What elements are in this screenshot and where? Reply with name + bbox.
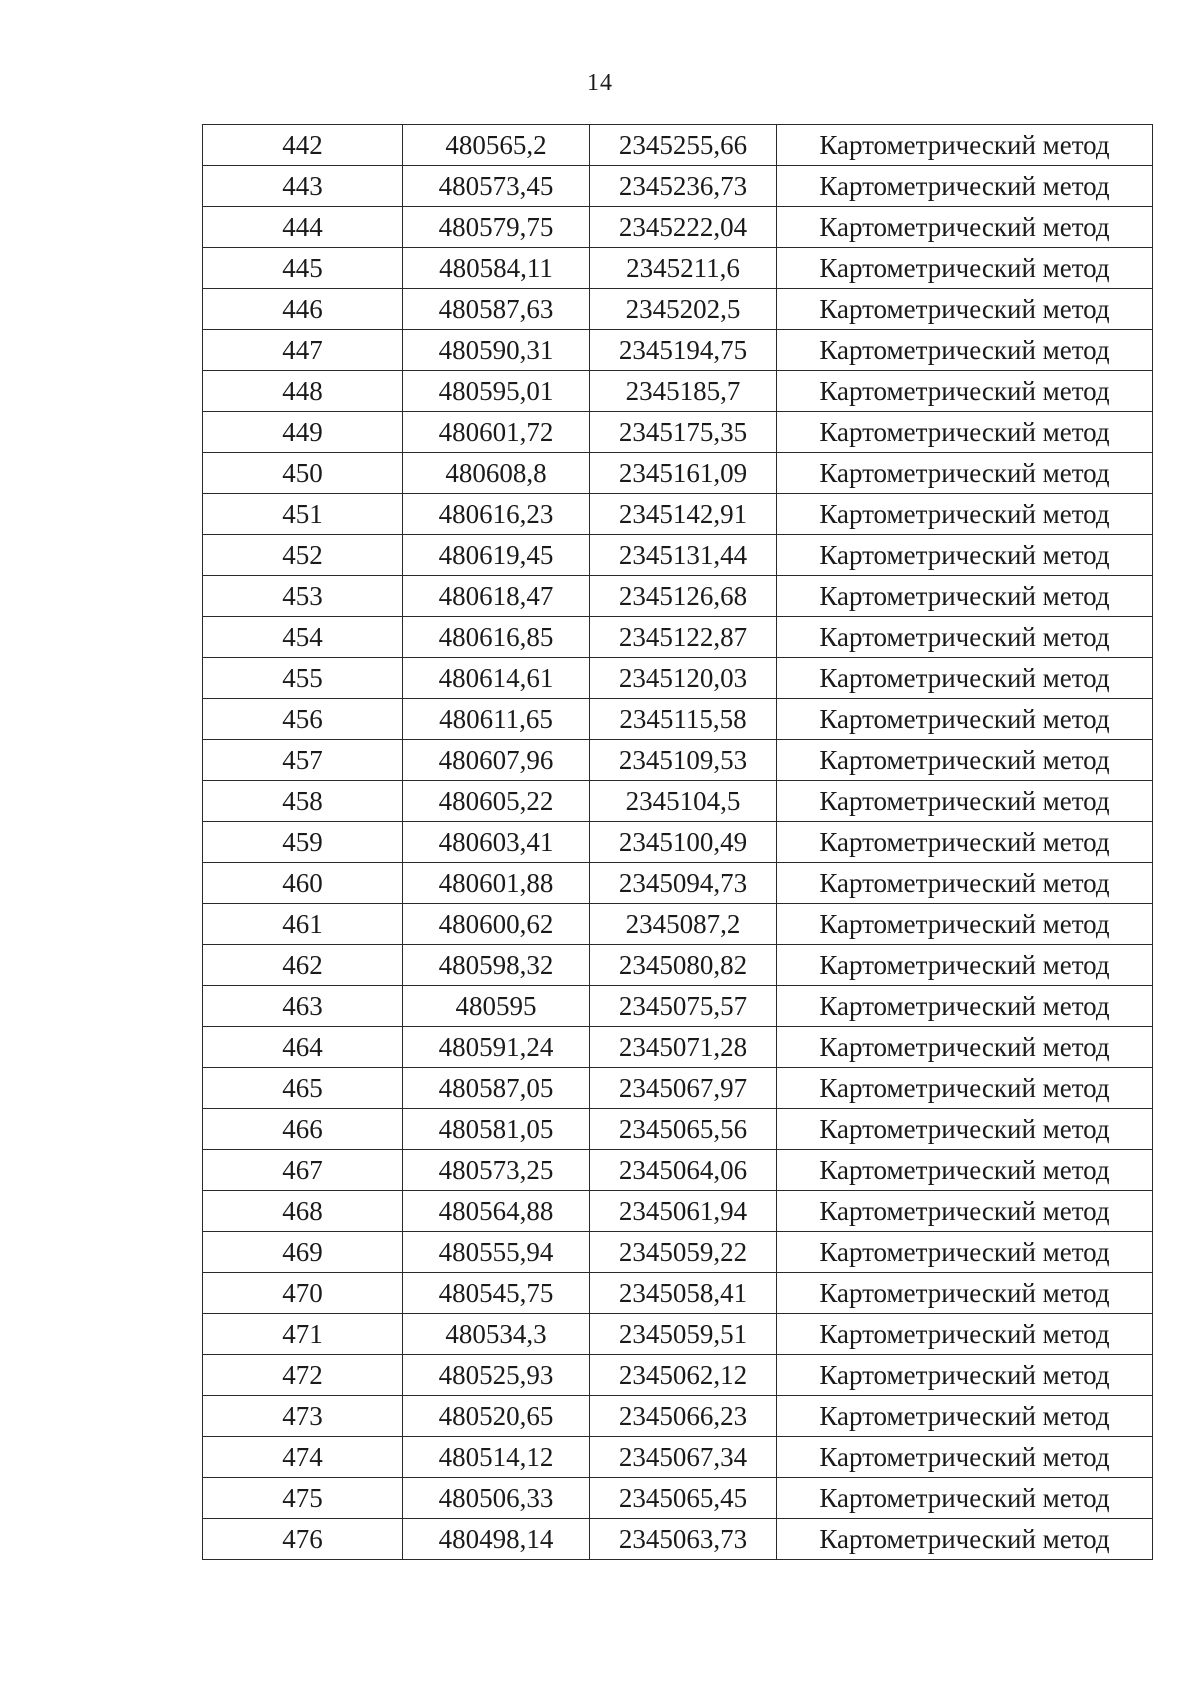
- method-cell: Картометрический метод: [777, 330, 1153, 371]
- method-cell: Картометрический метод: [777, 576, 1153, 617]
- table-row: [203, 166, 1153, 207]
- point-number-cell: 447: [203, 330, 403, 371]
- x-coordinate-cell: 480595,01: [403, 371, 590, 412]
- method-cell: Картометрический метод: [777, 740, 1153, 781]
- x-coordinate-cell: 480601,72: [403, 412, 590, 453]
- x-coordinate-cell: 480573,45: [403, 166, 590, 207]
- table-row: [203, 1109, 1153, 1150]
- point-number-cell: 458: [203, 781, 403, 822]
- x-coordinate-cell: 480573,25: [403, 1150, 590, 1191]
- point-number-cell: 451: [203, 494, 403, 535]
- point-number-cell: 474: [203, 1437, 403, 1478]
- point-number-cell: 453: [203, 576, 403, 617]
- method-cell: Картометрический метод: [777, 289, 1153, 330]
- y-coordinate-cell: 2345100,49: [590, 822, 777, 863]
- point-number-cell: 469: [203, 1232, 403, 1273]
- x-coordinate-cell: 480587,63: [403, 289, 590, 330]
- y-coordinate-cell: 2345063,73: [590, 1519, 777, 1560]
- method-cell: Картометрический метод: [777, 904, 1153, 945]
- coordinates-table-body: [203, 125, 1153, 1560]
- x-coordinate-cell: 480579,75: [403, 207, 590, 248]
- table-row: [203, 125, 1153, 166]
- x-coordinate-cell: 480584,11: [403, 248, 590, 289]
- point-number-cell: 467: [203, 1150, 403, 1191]
- point-number-cell: 443: [203, 166, 403, 207]
- method-cell: Картометрический метод: [777, 1478, 1153, 1519]
- y-coordinate-cell: 2345066,23: [590, 1396, 777, 1437]
- x-coordinate-cell: 480616,23: [403, 494, 590, 535]
- method-cell: Картометрический метод: [777, 1519, 1153, 1560]
- x-coordinate-cell: 480595: [403, 986, 590, 1027]
- x-coordinate-cell: 480587,05: [403, 1068, 590, 1109]
- table-row: [203, 1232, 1153, 1273]
- table-row: [203, 822, 1153, 863]
- point-number-cell: 476: [203, 1519, 403, 1560]
- y-coordinate-cell: 2345064,06: [590, 1150, 777, 1191]
- table-row: [203, 289, 1153, 330]
- method-cell: Картометрический метод: [777, 1355, 1153, 1396]
- point-number-cell: 472: [203, 1355, 403, 1396]
- y-coordinate-cell: 2345161,09: [590, 453, 777, 494]
- method-cell: Картометрический метод: [777, 494, 1153, 535]
- table-row: [203, 986, 1153, 1027]
- table-row: [203, 412, 1153, 453]
- method-cell: Картометрический метод: [777, 166, 1153, 207]
- table-row: [203, 371, 1153, 412]
- method-cell: Картометрический метод: [777, 1273, 1153, 1314]
- y-coordinate-cell: 2345175,35: [590, 412, 777, 453]
- method-cell: Картометрический метод: [777, 412, 1153, 453]
- point-number-cell: 460: [203, 863, 403, 904]
- y-coordinate-cell: 2345126,68: [590, 576, 777, 617]
- y-coordinate-cell: 2345087,2: [590, 904, 777, 945]
- y-coordinate-cell: 2345109,53: [590, 740, 777, 781]
- method-cell: Картометрический метод: [777, 248, 1153, 289]
- table-row: [203, 576, 1153, 617]
- y-coordinate-cell: 2345120,03: [590, 658, 777, 699]
- y-coordinate-cell: 2345094,73: [590, 863, 777, 904]
- table-row: [203, 617, 1153, 658]
- point-number-cell: 450: [203, 453, 403, 494]
- point-number-cell: 473: [203, 1396, 403, 1437]
- x-coordinate-cell: 480591,24: [403, 1027, 590, 1068]
- table-row: [203, 658, 1153, 699]
- y-coordinate-cell: 2345067,97: [590, 1068, 777, 1109]
- method-cell: Картометрический метод: [777, 986, 1153, 1027]
- point-number-cell: 468: [203, 1191, 403, 1232]
- x-coordinate-cell: 480555,94: [403, 1232, 590, 1273]
- method-cell: Картометрический метод: [777, 617, 1153, 658]
- x-coordinate-cell: 480506,33: [403, 1478, 590, 1519]
- table-row: [203, 1150, 1153, 1191]
- x-coordinate-cell: 480619,45: [403, 535, 590, 576]
- y-coordinate-cell: 2345202,5: [590, 289, 777, 330]
- method-cell: Картометрический метод: [777, 535, 1153, 576]
- y-coordinate-cell: 2345255,66: [590, 125, 777, 166]
- x-coordinate-cell: 480608,8: [403, 453, 590, 494]
- method-cell: Картометрический метод: [777, 125, 1153, 166]
- method-cell: Картометрический метод: [777, 1437, 1153, 1478]
- table-row: [203, 535, 1153, 576]
- method-cell: Картометрический метод: [777, 1191, 1153, 1232]
- point-number-cell: 444: [203, 207, 403, 248]
- y-coordinate-cell: 2345185,7: [590, 371, 777, 412]
- method-cell: Картометрический метод: [777, 781, 1153, 822]
- y-coordinate-cell: 2345059,51: [590, 1314, 777, 1355]
- y-coordinate-cell: 2345058,41: [590, 1273, 777, 1314]
- x-coordinate-cell: 480564,88: [403, 1191, 590, 1232]
- y-coordinate-cell: 2345065,56: [590, 1109, 777, 1150]
- table-row: [203, 1273, 1153, 1314]
- table-row: [203, 494, 1153, 535]
- table-row: [203, 904, 1153, 945]
- y-coordinate-cell: 2345059,22: [590, 1232, 777, 1273]
- y-coordinate-cell: 2345194,75: [590, 330, 777, 371]
- y-coordinate-cell: 2345067,34: [590, 1437, 777, 1478]
- table-row: [203, 863, 1153, 904]
- method-cell: Картометрический метод: [777, 1150, 1153, 1191]
- y-coordinate-cell: 2345080,82: [590, 945, 777, 986]
- y-coordinate-cell: 2345142,91: [590, 494, 777, 535]
- point-number-cell: 456: [203, 699, 403, 740]
- x-coordinate-cell: 480498,14: [403, 1519, 590, 1560]
- table-row: [203, 740, 1153, 781]
- method-cell: Картометрический метод: [777, 658, 1153, 699]
- x-coordinate-cell: 480614,61: [403, 658, 590, 699]
- method-cell: Картометрический метод: [777, 371, 1153, 412]
- method-cell: Картометрический метод: [777, 1109, 1153, 1150]
- point-number-cell: 461: [203, 904, 403, 945]
- coordinates-table: [202, 124, 1153, 1560]
- method-cell: Картометрический метод: [777, 863, 1153, 904]
- y-coordinate-cell: 2345061,94: [590, 1191, 777, 1232]
- point-number-cell: 475: [203, 1478, 403, 1519]
- x-coordinate-cell: 480601,88: [403, 863, 590, 904]
- table-row: [203, 699, 1153, 740]
- y-coordinate-cell: 2345062,12: [590, 1355, 777, 1396]
- y-coordinate-cell: 2345115,58: [590, 699, 777, 740]
- table-row: [203, 1355, 1153, 1396]
- y-coordinate-cell: 2345211,6: [590, 248, 777, 289]
- method-cell: Картометрический метод: [777, 1068, 1153, 1109]
- method-cell: Картометрический метод: [777, 453, 1153, 494]
- point-number-cell: 457: [203, 740, 403, 781]
- table-row: [203, 1068, 1153, 1109]
- point-number-cell: 471: [203, 1314, 403, 1355]
- point-number-cell: 466: [203, 1109, 403, 1150]
- method-cell: Картометрический метод: [777, 1027, 1153, 1068]
- x-coordinate-cell: 480581,05: [403, 1109, 590, 1150]
- table-row: [203, 1314, 1153, 1355]
- x-coordinate-cell: 480525,93: [403, 1355, 590, 1396]
- method-cell: Картометрический метод: [777, 822, 1153, 863]
- table-row: [203, 207, 1153, 248]
- table-row: [203, 1027, 1153, 1068]
- point-number-cell: 448: [203, 371, 403, 412]
- point-number-cell: 470: [203, 1273, 403, 1314]
- point-number-cell: 462: [203, 945, 403, 986]
- y-coordinate-cell: 2345236,73: [590, 166, 777, 207]
- method-cell: Картометрический метод: [777, 945, 1153, 986]
- method-cell: Картометрический метод: [777, 1232, 1153, 1273]
- x-coordinate-cell: 480611,65: [403, 699, 590, 740]
- y-coordinate-cell: 2345222,04: [590, 207, 777, 248]
- table-row: [203, 1396, 1153, 1437]
- method-cell: Картометрический метод: [777, 1314, 1153, 1355]
- point-number-cell: 454: [203, 617, 403, 658]
- table-row: [203, 1437, 1153, 1478]
- x-coordinate-cell: 480603,41: [403, 822, 590, 863]
- y-coordinate-cell: 2345131,44: [590, 535, 777, 576]
- x-coordinate-cell: 480616,85: [403, 617, 590, 658]
- point-number-cell: 446: [203, 289, 403, 330]
- point-number-cell: 445: [203, 248, 403, 289]
- table-row: [203, 781, 1153, 822]
- x-coordinate-cell: 480534,3: [403, 1314, 590, 1355]
- table-row: [203, 1191, 1153, 1232]
- x-coordinate-cell: 480600,62: [403, 904, 590, 945]
- point-number-cell: 452: [203, 535, 403, 576]
- x-coordinate-cell: 480520,65: [403, 1396, 590, 1437]
- point-number-cell: 459: [203, 822, 403, 863]
- point-number-cell: 464: [203, 1027, 403, 1068]
- x-coordinate-cell: 480565,2: [403, 125, 590, 166]
- point-number-cell: 442: [203, 125, 403, 166]
- method-cell: Картометрический метод: [777, 207, 1153, 248]
- method-cell: Картометрический метод: [777, 1396, 1153, 1437]
- y-coordinate-cell: 2345065,45: [590, 1478, 777, 1519]
- table-row: [203, 453, 1153, 494]
- method-cell: Картометрический метод: [777, 699, 1153, 740]
- x-coordinate-cell: 480605,22: [403, 781, 590, 822]
- x-coordinate-cell: 480598,32: [403, 945, 590, 986]
- x-coordinate-cell: 480590,31: [403, 330, 590, 371]
- y-coordinate-cell: 2345104,5: [590, 781, 777, 822]
- point-number-cell: 449: [203, 412, 403, 453]
- point-number-cell: 455: [203, 658, 403, 699]
- y-coordinate-cell: 2345071,28: [590, 1027, 777, 1068]
- x-coordinate-cell: 480607,96: [403, 740, 590, 781]
- table-row: [203, 248, 1153, 289]
- x-coordinate-cell: 480545,75: [403, 1273, 590, 1314]
- point-number-cell: 465: [203, 1068, 403, 1109]
- table-row: [203, 1478, 1153, 1519]
- y-coordinate-cell: 2345075,57: [590, 986, 777, 1027]
- table-row: [203, 945, 1153, 986]
- y-coordinate-cell: 2345122,87: [590, 617, 777, 658]
- table-row: [203, 1519, 1153, 1560]
- table-row: [203, 330, 1153, 371]
- point-number-cell: 463: [203, 986, 403, 1027]
- x-coordinate-cell: 480514,12: [403, 1437, 590, 1478]
- x-coordinate-cell: 480618,47: [403, 576, 590, 617]
- page-number: 14: [587, 70, 613, 96]
